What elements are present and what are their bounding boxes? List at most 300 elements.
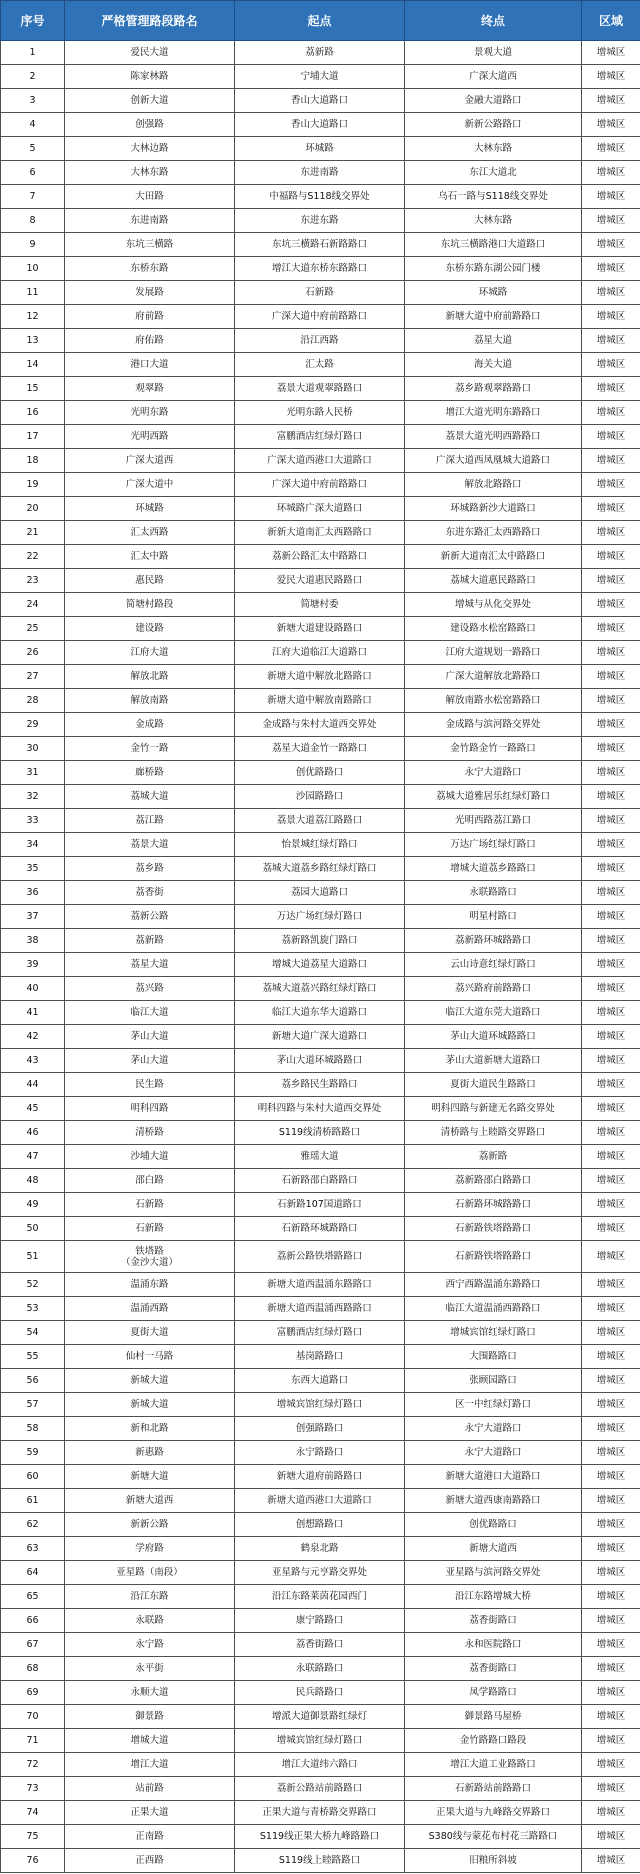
cell-serial: 55 (1, 1345, 65, 1369)
cell-serial: 39 (1, 953, 65, 977)
cell-district: 增城区 (582, 1609, 640, 1633)
cell-end-point: 旧粮所斜坡 (405, 1849, 582, 1873)
table-row (1, 41, 640, 65)
cell-district: 增城区 (582, 353, 640, 377)
cell-road-name: 荔香街 (65, 881, 235, 905)
cell-serial: 54 (1, 1321, 65, 1345)
table-row (1, 233, 640, 257)
cell-end-point: 云山诗意红绿灯路口 (405, 953, 582, 977)
cell-district: 增城区 (582, 929, 640, 953)
cell-end-point: 广深大道西 (405, 65, 582, 89)
cell-start-point: 石新路环城路路口 (235, 1217, 405, 1241)
cell-start-point: 中福路与S118线交界处 (235, 185, 405, 209)
table-row (1, 401, 640, 425)
cell-start-point: 石新路107国道路口 (235, 1193, 405, 1217)
cell-district: 增城区 (582, 41, 640, 65)
cell-end-point: 区一中红绿灯路口 (405, 1393, 582, 1417)
cell-end-point: 广深大道解放北路路口 (405, 665, 582, 689)
cell-district: 增城区 (582, 1097, 640, 1121)
cell-district: 增城区 (582, 1001, 640, 1025)
cell-end-point: 东坑三横路港口大道路口 (405, 233, 582, 257)
table-row (1, 1417, 640, 1441)
cell-start-point: 荔新公路铁塔路路口 (235, 1241, 405, 1273)
cell-road-name: 汇太西路 (65, 521, 235, 545)
cell-road-name: 新塘大道西 (65, 1489, 235, 1513)
cell-road-name: 新城大道 (65, 1369, 235, 1393)
cell-road-name: 光明西路 (65, 425, 235, 449)
cell-start-point: 石新路邵白路路口 (235, 1169, 405, 1193)
cell-serial: 25 (1, 617, 65, 641)
cell-serial: 9 (1, 233, 65, 257)
cell-start-point: 沙园路路口 (235, 785, 405, 809)
table-row (1, 1121, 640, 1145)
cell-serial: 7 (1, 185, 65, 209)
cell-end-point: 新塘大道西康南路路口 (405, 1489, 582, 1513)
table-row (1, 473, 640, 497)
cell-start-point: 创强路路口 (235, 1417, 405, 1441)
cell-district: 增城区 (582, 305, 640, 329)
cell-serial: 47 (1, 1145, 65, 1169)
table-row (1, 1753, 640, 1777)
cell-road-name: 石新路 (65, 1193, 235, 1217)
cell-end-point: 增城宾馆红绿灯路口 (405, 1321, 582, 1345)
cell-district: 增城区 (582, 1073, 640, 1097)
cell-end-point: 荔新路环城路路口 (405, 929, 582, 953)
cell-start-point: 增城大道荔星大道路口 (235, 953, 405, 977)
cell-start-point: 万达广场红绿灯路口 (235, 905, 405, 929)
cell-serial: 42 (1, 1025, 65, 1049)
cell-end-point: 荔香街路口 (405, 1657, 582, 1681)
table-row (1, 761, 640, 785)
cell-serial: 22 (1, 545, 65, 569)
cell-start-point: S119线上睦路路口 (235, 1849, 405, 1873)
table-row (1, 881, 640, 905)
cell-end-point: 增城与从化交界处 (405, 593, 582, 617)
cell-serial: 48 (1, 1169, 65, 1193)
cell-start-point: 宁埔大道 (235, 65, 405, 89)
table-row (1, 1097, 640, 1121)
cell-district: 增城区 (582, 1585, 640, 1609)
table-row (1, 929, 640, 953)
cell-start-point: 荔景大道观翠路路口 (235, 377, 405, 401)
cell-start-point: 香山大道路口 (235, 89, 405, 113)
cell-district: 增城区 (582, 761, 640, 785)
cell-road-name: 广深大道中 (65, 473, 235, 497)
cell-start-point: 新塘大道府前路路口 (235, 1465, 405, 1489)
cell-start-point: 东西大道路口 (235, 1369, 405, 1393)
table-row (1, 161, 640, 185)
cell-road-name: 荔城大道 (65, 785, 235, 809)
cell-end-point: 荔城大道雅居乐红绿灯路口 (405, 785, 582, 809)
cell-district: 增城区 (582, 233, 640, 257)
cell-serial: 73 (1, 1777, 65, 1801)
cell-end-point: 增江大道工业路路口 (405, 1753, 582, 1777)
cell-district: 增城区 (582, 257, 640, 281)
cell-end-point: 荔星大道 (405, 329, 582, 353)
cell-end-point: 临江大道温涌西路路口 (405, 1297, 582, 1321)
cell-road-name: 廊桥路 (65, 761, 235, 785)
cell-end-point: 解放南路水松窑路路口 (405, 689, 582, 713)
cell-road-name: 明科四路 (65, 1097, 235, 1121)
cell-start-point: 沿江西路 (235, 329, 405, 353)
cell-start-point: 金成路与朱村大道西交界处 (235, 713, 405, 737)
table-row (1, 1241, 640, 1273)
table-row (1, 1073, 640, 1097)
cell-road-name: 增江大道 (65, 1753, 235, 1777)
cell-serial: 66 (1, 1609, 65, 1633)
table-row (1, 1705, 640, 1729)
cell-road-name: 御景路 (65, 1705, 235, 1729)
cell-start-point: 荔新公路汇太中路路口 (235, 545, 405, 569)
table-row (1, 1537, 640, 1561)
cell-end-point: 荔景大道光明西路路口 (405, 425, 582, 449)
cell-start-point: 荔新公路站前路路口 (235, 1777, 405, 1801)
cell-road-name: 站前路 (65, 1777, 235, 1801)
cell-district: 增城区 (582, 1801, 640, 1825)
cell-district: 增城区 (582, 1777, 640, 1801)
table-row (1, 329, 640, 353)
cell-road-name: 荔星大道 (65, 953, 235, 977)
cell-serial: 14 (1, 353, 65, 377)
cell-district: 增城区 (582, 1393, 640, 1417)
cell-district: 增城区 (582, 401, 640, 425)
cell-end-point: 永和医院路口 (405, 1633, 582, 1657)
cell-road-name: 观翠路 (65, 377, 235, 401)
table-row (1, 1633, 640, 1657)
cell-serial: 12 (1, 305, 65, 329)
table-row (1, 1681, 640, 1705)
cell-start-point: S119线正果大桥九峰路路口 (235, 1825, 405, 1849)
cell-serial: 76 (1, 1849, 65, 1873)
table-row (1, 1217, 640, 1241)
cell-start-point: 荔星大道金竹一路路口 (235, 737, 405, 761)
cell-road-name: 府佑路 (65, 329, 235, 353)
table-row (1, 1049, 640, 1073)
cell-district: 增城区 (582, 329, 640, 353)
table-row (1, 1441, 640, 1465)
cell-district: 增城区 (582, 1729, 640, 1753)
table-row (1, 425, 640, 449)
cell-road-name: 增城大道 (65, 1729, 235, 1753)
cell-road-name: 荔景大道 (65, 833, 235, 857)
cell-road-name: 东桥东路 (65, 257, 235, 281)
cell-end-point: S380线与蒙花布村花三路路口 (405, 1825, 582, 1849)
table-row (1, 1777, 640, 1801)
cell-end-point: 石新路环城路路口 (405, 1193, 582, 1217)
table-header (1, 1, 640, 41)
cell-serial: 49 (1, 1193, 65, 1217)
cell-district: 增城区 (582, 113, 640, 137)
cell-road-name: 石新路 (65, 1217, 235, 1241)
cell-serial: 5 (1, 137, 65, 161)
table-row (1, 185, 640, 209)
table-row (1, 1169, 640, 1193)
cell-district: 增城区 (582, 617, 640, 641)
header-start-point: 起点 (235, 1, 405, 41)
cell-road-name: 荔新公路 (65, 905, 235, 929)
table-row (1, 1801, 640, 1825)
cell-district: 增城区 (582, 1025, 640, 1049)
cell-start-point: 荔香街路口 (235, 1633, 405, 1657)
table-row (1, 1345, 640, 1369)
cell-road-name: 爱民大道 (65, 41, 235, 65)
cell-end-point: 环城路新沙大道路口 (405, 497, 582, 521)
cell-road-name: 茅山大道 (65, 1049, 235, 1073)
cell-road-name: 荔乡路 (65, 857, 235, 881)
cell-end-point: 茅山大道环城路路口 (405, 1025, 582, 1049)
cell-district: 增城区 (582, 1441, 640, 1465)
cell-road-name: 新城大道 (65, 1393, 235, 1417)
cell-end-point: 永联路路口 (405, 881, 582, 905)
cell-district: 增城区 (582, 449, 640, 473)
cell-district: 增城区 (582, 1145, 640, 1169)
cell-district: 增城区 (582, 1657, 640, 1681)
cell-serial: 33 (1, 809, 65, 833)
cell-serial: 35 (1, 857, 65, 881)
table-row (1, 137, 640, 161)
cell-district: 增城区 (582, 665, 640, 689)
cell-district: 增城区 (582, 1465, 640, 1489)
cell-road-name: 建设路 (65, 617, 235, 641)
cell-serial: 69 (1, 1681, 65, 1705)
cell-end-point: 荔新路 (405, 1145, 582, 1169)
cell-road-name: 惠民路 (65, 569, 235, 593)
table-row (1, 209, 640, 233)
table-row (1, 617, 640, 641)
cell-serial: 6 (1, 161, 65, 185)
cell-start-point: 汇太路 (235, 353, 405, 377)
cell-serial: 30 (1, 737, 65, 761)
cell-serial: 40 (1, 977, 65, 1001)
cell-end-point: 明星村路口 (405, 905, 582, 929)
cell-road-name: 新和北路 (65, 1417, 235, 1441)
table-row (1, 1025, 640, 1049)
cell-start-point: 基岗路路口 (235, 1345, 405, 1369)
cell-district: 增城区 (582, 185, 640, 209)
cell-road-name: 正西路 (65, 1849, 235, 1873)
cell-district: 增城区 (582, 1049, 640, 1073)
table-row (1, 1393, 640, 1417)
cell-serial: 19 (1, 473, 65, 497)
cell-serial: 10 (1, 257, 65, 281)
cell-serial: 65 (1, 1585, 65, 1609)
cell-start-point: 新塘大道中解放北路路口 (235, 665, 405, 689)
cell-start-point: 富鹏酒店红绿灯路口 (235, 1321, 405, 1345)
cell-start-point: 新塘大道西港口大道路口 (235, 1489, 405, 1513)
cell-serial: 11 (1, 281, 65, 305)
cell-end-point: 万达广场红绿灯路口 (405, 833, 582, 857)
cell-serial: 2 (1, 65, 65, 89)
cell-end-point: 江府大道规划一路路口 (405, 641, 582, 665)
cell-start-point: 创想路路口 (235, 1513, 405, 1537)
cell-serial: 4 (1, 113, 65, 137)
cell-start-point: 亚星路与元亨路交界处 (235, 1561, 405, 1585)
cell-district: 增城区 (582, 1193, 640, 1217)
cell-end-point: 荔香街路口 (405, 1609, 582, 1633)
table-row (1, 1465, 640, 1489)
cell-serial: 24 (1, 593, 65, 617)
cell-serial: 43 (1, 1049, 65, 1073)
cell-district: 增城区 (582, 209, 640, 233)
table-row (1, 977, 640, 1001)
cell-start-point: 环城路广深大道路口 (235, 497, 405, 521)
cell-district: 增城区 (582, 881, 640, 905)
cell-serial: 62 (1, 1513, 65, 1537)
cell-start-point: 石新路 (235, 281, 405, 305)
cell-end-point: 茅山大道新塘大道路口 (405, 1049, 582, 1073)
cell-start-point: 增城宾馆红绿灯路口 (235, 1729, 405, 1753)
cell-start-point: 增派大道御景路红绿灯 (235, 1705, 405, 1729)
table-row (1, 89, 640, 113)
cell-district: 增城区 (582, 1705, 640, 1729)
cell-road-name: 永平街 (65, 1657, 235, 1681)
table-row (1, 1273, 640, 1297)
cell-start-point: 广深大道西港口大道路口 (235, 449, 405, 473)
cell-start-point: 荔园大道路口 (235, 881, 405, 905)
cell-start-point: 荔景大道荔江路路口 (235, 809, 405, 833)
cell-road-name: 东坑三横路 (65, 233, 235, 257)
cell-road-name: 江府大道 (65, 641, 235, 665)
table-row (1, 833, 640, 857)
cell-road-name: 创新大道 (65, 89, 235, 113)
cell-road-name: 永宁路 (65, 1633, 235, 1657)
cell-start-point: 民兵路路口 (235, 1681, 405, 1705)
cell-start-point: 荔乡路民生路路口 (235, 1073, 405, 1097)
cell-district: 增城区 (582, 521, 640, 545)
cell-road-name: 新新公路 (65, 1513, 235, 1537)
cell-start-point: 临江大道东华大道路口 (235, 1001, 405, 1025)
cell-end-point: 正果大道与九峰路交界路口 (405, 1801, 582, 1825)
cell-district: 增城区 (582, 1169, 640, 1193)
cell-start-point: 新塘大道中解放南路路口 (235, 689, 405, 713)
cell-end-point: 明科四路与新建无名路交界处 (405, 1097, 582, 1121)
cell-end-point: 金竹路金竹一路路口 (405, 737, 582, 761)
cell-district: 增城区 (582, 905, 640, 929)
cell-serial: 13 (1, 329, 65, 353)
cell-road-name: 东进南路 (65, 209, 235, 233)
cell-end-point: 石新路铁塔路路口 (405, 1217, 582, 1241)
cell-road-name: 荔新路 (65, 929, 235, 953)
cell-road-name: 温涌东路 (65, 1273, 235, 1297)
cell-serial: 57 (1, 1393, 65, 1417)
cell-road-name: 亚星路（南段） (65, 1561, 235, 1585)
cell-start-point: 荔城大道荔兴路红绿灯路口 (235, 977, 405, 1001)
cell-district: 增城区 (582, 1561, 640, 1585)
cell-district: 增城区 (582, 281, 640, 305)
cell-serial: 38 (1, 929, 65, 953)
cell-road-name: 发展路 (65, 281, 235, 305)
cell-road-name: 光明东路 (65, 401, 235, 425)
cell-start-point: 东进东路 (235, 209, 405, 233)
header-road-name: 严格管理路段路名 (65, 1, 235, 41)
cell-start-point: 荔城大道荔乡路红绿灯路口 (235, 857, 405, 881)
table-row (1, 857, 640, 881)
cell-district: 增城区 (582, 809, 640, 833)
cell-start-point: 永宁路路口 (235, 1441, 405, 1465)
cell-start-point: 创优路路口 (235, 761, 405, 785)
cell-end-point: 乌石一路与S118线交界处 (405, 185, 582, 209)
cell-road-name: 荔兴路 (65, 977, 235, 1001)
cell-district: 增城区 (582, 137, 640, 161)
cell-end-point: 永宁大道路口 (405, 761, 582, 785)
table-row (1, 545, 640, 569)
table-row (1, 1609, 640, 1633)
cell-end-point: 海关大道 (405, 353, 582, 377)
cell-serial: 64 (1, 1561, 65, 1585)
cell-serial: 8 (1, 209, 65, 233)
cell-end-point: 光明西路荔江路口 (405, 809, 582, 833)
cell-district: 增城区 (582, 977, 640, 1001)
cell-end-point: 金成路与滨河路交界处 (405, 713, 582, 737)
cell-district: 增城区 (582, 497, 640, 521)
cell-start-point: 增江大道纬六路口 (235, 1753, 405, 1777)
cell-start-point: 荔新路 (235, 41, 405, 65)
cell-end-point: 新新公路路口 (405, 113, 582, 137)
cell-serial: 68 (1, 1657, 65, 1681)
table-row (1, 1145, 640, 1169)
cell-road-name: 创强路 (65, 113, 235, 137)
cell-district: 增城区 (582, 833, 640, 857)
cell-road-name: 大田路 (65, 185, 235, 209)
table-row (1, 305, 640, 329)
cell-road-name: 简塘村路段 (65, 593, 235, 617)
cell-start-point: 沿江东路莱茵花园西门 (235, 1585, 405, 1609)
table-row (1, 377, 640, 401)
cell-serial: 70 (1, 1705, 65, 1729)
table-row (1, 1001, 640, 1025)
cell-start-point: 简塘村委 (235, 593, 405, 617)
cell-end-point: 创优路路口 (405, 1513, 582, 1537)
cell-district: 增城区 (582, 65, 640, 89)
cell-start-point: 新塘大道广深大道路口 (235, 1025, 405, 1049)
cell-road-name: 陈家林路 (65, 65, 235, 89)
table-row (1, 953, 640, 977)
cell-road-name: 永顺大道 (65, 1681, 235, 1705)
cell-serial: 59 (1, 1441, 65, 1465)
cell-district: 增城区 (582, 593, 640, 617)
cell-serial: 28 (1, 689, 65, 713)
cell-end-point: 新塘大道西 (405, 1537, 582, 1561)
cell-start-point: 香山大道路口 (235, 113, 405, 137)
cell-start-point: 怡景城红绿灯路口 (235, 833, 405, 857)
table-row (1, 785, 640, 809)
table-row (1, 1561, 640, 1585)
cell-serial: 29 (1, 713, 65, 737)
cell-district: 增城区 (582, 1369, 640, 1393)
cell-end-point: 荔城大道惠民路路口 (405, 569, 582, 593)
cell-start-point: 茅山大道环城路路口 (235, 1049, 405, 1073)
cell-road-name: 金成路 (65, 713, 235, 737)
cell-serial: 50 (1, 1217, 65, 1241)
cell-district: 增城区 (582, 1537, 640, 1561)
cell-serial: 52 (1, 1273, 65, 1297)
header-row (1, 1, 640, 41)
cell-start-point: 新塘大道西温涌西路路口 (235, 1297, 405, 1321)
cell-road-name: 广深大道西 (65, 449, 235, 473)
table-row (1, 1657, 640, 1681)
cell-district: 增城区 (582, 1273, 640, 1297)
cell-road-name: 正果大道 (65, 1801, 235, 1825)
cell-start-point: 广深大道中府前路路口 (235, 473, 405, 497)
cell-serial: 18 (1, 449, 65, 473)
cell-district: 增城区 (582, 569, 640, 593)
cell-start-point: 增城宾馆红绿灯路口 (235, 1393, 405, 1417)
cell-end-point: 增城大道荔乡路路口 (405, 857, 582, 881)
header-end-point: 终点 (405, 1, 582, 41)
table-row (1, 641, 640, 665)
cell-serial: 53 (1, 1297, 65, 1321)
table-body (1, 41, 640, 1873)
